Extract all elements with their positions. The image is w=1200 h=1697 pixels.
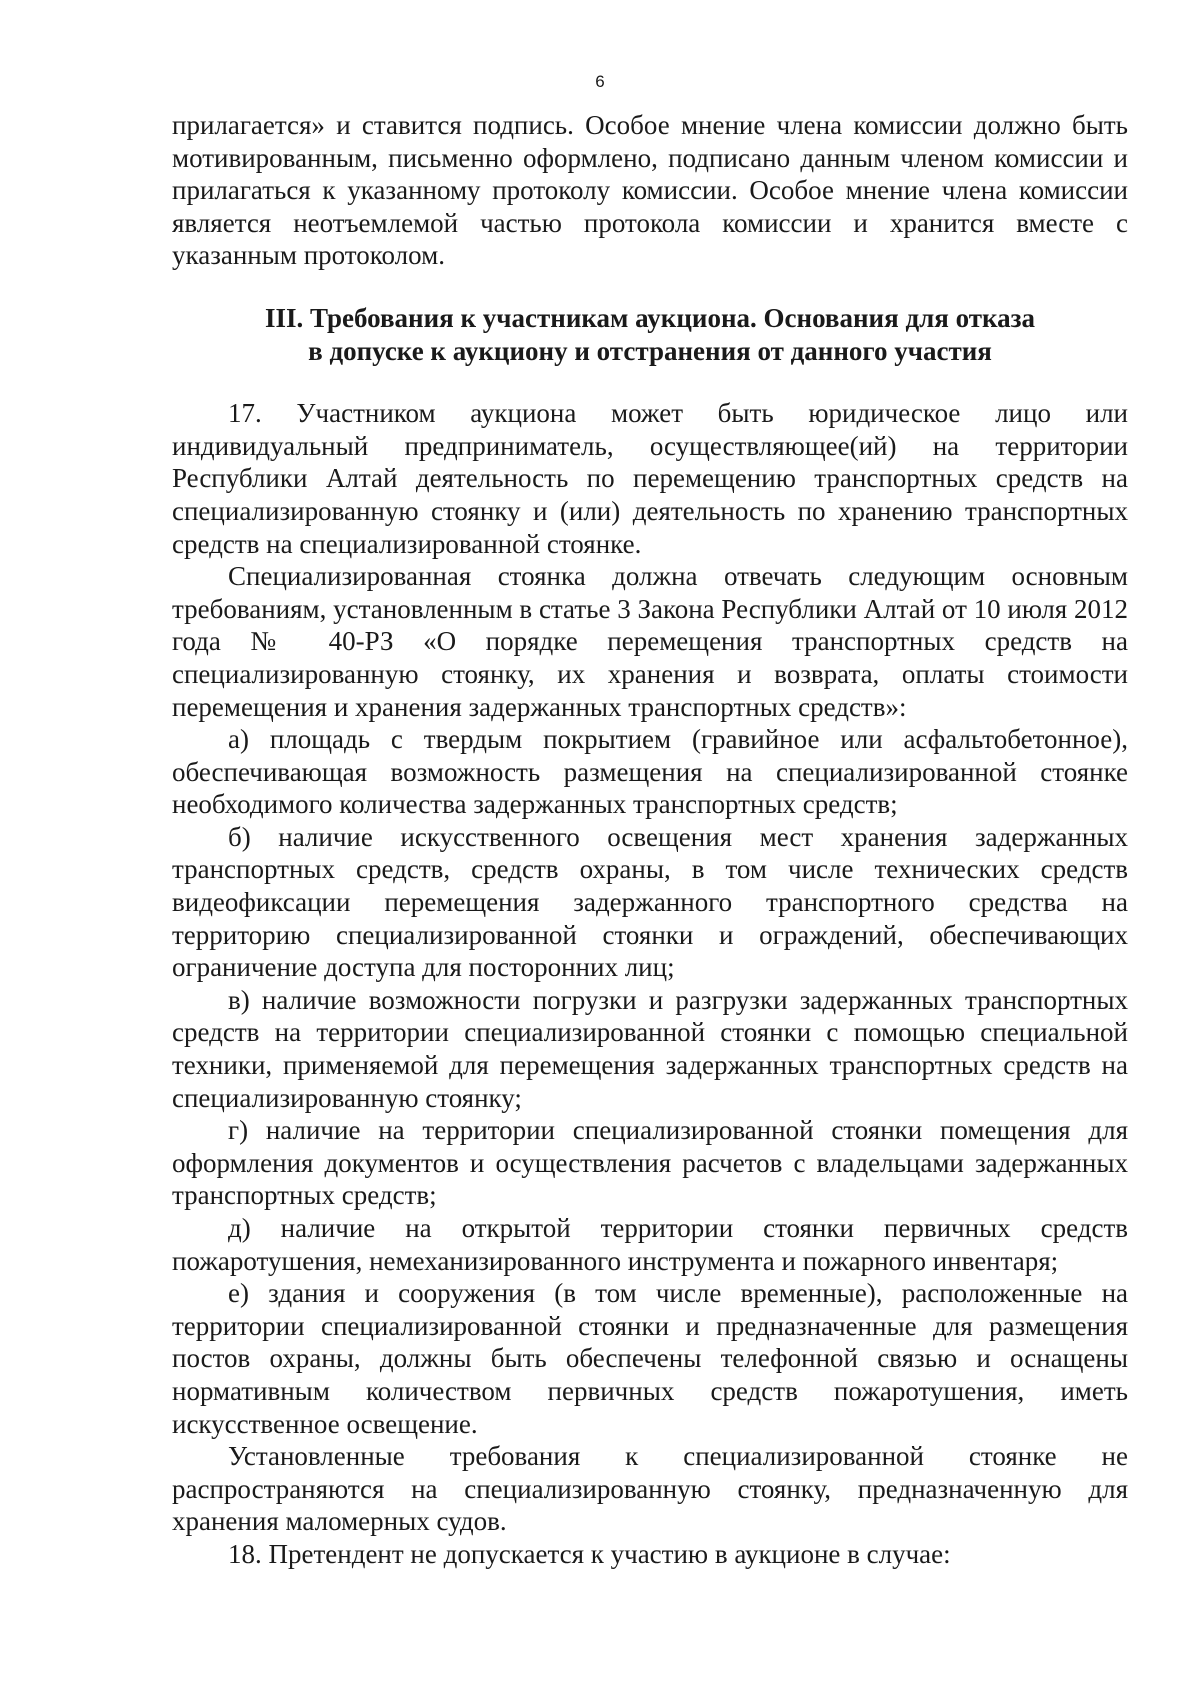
requirement-item-b: б) наличие искусственного освещения мест хранения задержанных транспортных средств, средств охраны, в том числе технических средств видеофиксации перемещения задержанного транспортного средства на территорию специализированной стоянки и ограждений, обеспечивающих ограничение доступа для посторонних лиц; (172, 821, 1128, 983)
section-heading (172, 272, 1128, 397)
requirement-item-a: а) площадь с твердым покрытием (гравийное или асфальтобетонное), обеспечивающая возможность размещения на специализированной стоянке необходимого количества задержанных транспортных средств; (172, 724, 1128, 820)
document-body (172, 109, 1128, 1571)
requirement-item-g: г) наличие на территории специализированной стоянки помещения для оформления документов и осуществления расчетов с владельцами задержанных транспортных средств; (172, 1115, 1128, 1211)
requirement-item-v: в) наличие возможности погрузки и разгрузки задержанных транспортных средств на территории специализированной стоянки с помощью специальной техники, применяемой для перемещения задержанных транспортных средств на специализированную стоянку; (172, 984, 1128, 1113)
section-heading-line-2: в допуске к аукциону и отстранения от данного участия (308, 335, 992, 366)
page-number: 6 (595, 72, 605, 91)
exception-paragraph: Установленные требования к специализированной стоянке не распространяются на специализированную стоянку, предназначенную для хранения маломерных судов. (172, 1441, 1128, 1537)
requirement-item-e: е) здания и сооружения (в том числе временные), расположенные на территории специализированной стоянки и предназначенные для размещения постов охраны, должны быть обеспечены телефонной связью и оснащены нормативным количеством первичных средств пожаротушения, иметь искусственное освещение. (172, 1278, 1128, 1439)
intro-paragraph: прилагается» и ставится подпись. Особое мнение члена комиссии должно быть мотивированным, письменно оформлено, подписано данным членом комиссии и прилагаться к указанному протоколу комиссии. Особое мнение члена комиссии является неотъемлемой частью протокола комиссии и хранится вместе с указанным протоколом. (172, 110, 1128, 271)
paragraph-18: 18. Претендент не допускается к участию в аукционе в случае: (228, 1538, 951, 1569)
requirement-item-d: д) наличие на открытой территории стоянки первичных средств пожаротушения, немеханизированного инструмента и пожарного инвентаря; (172, 1213, 1128, 1276)
section-heading-line-1: III. Требования к участникам аукциона. Основания для отказа (264, 302, 1036, 333)
paragraph-17: 17. Участником аукциона может быть юридическое лицо или индивидуальный предприниматель, осуществляющее(ий) на территории Республики Алтай деятельность по перемещению транспортных средств на специализированную стоянку и (или) деятельность по хранению транспортных средств на специализированной стоянке. (172, 398, 1128, 559)
requirements-intro-paragraph: Специализированная стоянка должна отвечать следующим основным требованиям, установленным в статье 3 Закона Республики Алтай от 10 июля 2012 года № 40-РЗ «О порядке перемещения транспортных средств на специализированную стоянку, их хранения и возврата, оплаты стоимости перемещения и хранения задержанных транспортных средств»: (172, 561, 1128, 722)
